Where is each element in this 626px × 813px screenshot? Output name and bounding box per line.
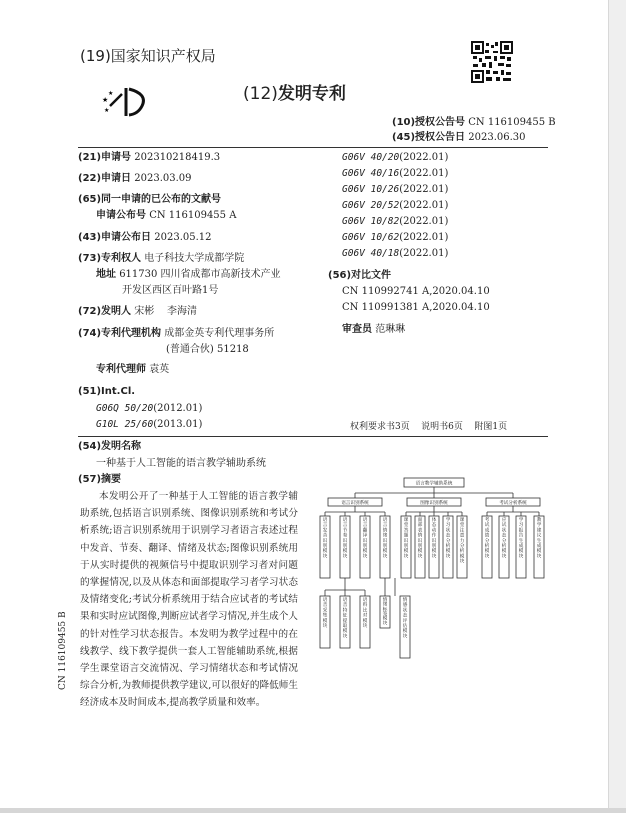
class-version: (2022.01) — [399, 168, 449, 179]
figure-module-char: 块 — [403, 554, 409, 560]
app-no-row — [78, 152, 220, 164]
figure-module-char: 力 — [459, 538, 465, 544]
figure-module-char: 分 — [484, 538, 490, 544]
figure-submodule-char: 模 — [362, 618, 368, 624]
figure-module-char: 识 — [342, 538, 348, 544]
figure-module-char: 块 — [431, 554, 437, 560]
figure-module-char: 动 — [431, 528, 437, 534]
class-version: (2022.01) — [399, 216, 449, 227]
grant-pub-no: CN 116109455 B — [468, 117, 556, 128]
examiner-row — [342, 324, 405, 336]
figure-module-char: 体 — [431, 518, 437, 523]
figure-submodule-char: 评 — [402, 618, 408, 624]
intcl-version: (2013.01) — [153, 419, 203, 430]
figure-module-char: 答 — [403, 528, 409, 534]
inventors-label: (72)发明人 — [78, 306, 132, 317]
class-version: (2022.01) — [399, 200, 449, 211]
figure-module-char: 别 — [403, 544, 409, 549]
figure-module-char: 模 — [417, 549, 423, 555]
figure-submodule-char: 模 — [402, 629, 408, 635]
figure-module-char: 绩 — [484, 533, 490, 539]
figure-module-char: 绪 — [382, 533, 388, 539]
figure-module-char: 别 — [382, 544, 388, 549]
address-line-2: 开发区西区百叶路1号 — [122, 285, 219, 296]
citation: CN 110992741 A,2020.04.10 — [342, 286, 490, 297]
figure-submodule-char: 语 — [322, 598, 328, 603]
figure-module-char: 模 — [445, 549, 451, 555]
figure-module-char: 模 — [518, 549, 524, 555]
figure-module-char: 考 — [484, 518, 490, 523]
figure-submodule-char: 模 — [342, 629, 348, 635]
figure-module-char: 发 — [322, 528, 328, 534]
address-row — [96, 269, 281, 281]
class-item — [342, 168, 448, 180]
figure-module-char: 析 — [484, 544, 490, 549]
class-code: G06V 20/52 — [342, 200, 400, 211]
figure-module-char: 模 — [362, 549, 368, 555]
figure-module-char: 教 — [536, 518, 542, 523]
figure-submodule-char: 提 — [342, 618, 348, 624]
figure-module-char: 模 — [484, 549, 490, 555]
figure-module-char: 言 — [382, 523, 388, 529]
figure-module-char: 模 — [459, 554, 465, 560]
figure-submodule-char: 特 — [342, 608, 348, 614]
figure-module-char: 报 — [518, 528, 524, 534]
figure-module-char: 别 — [362, 544, 368, 549]
figure-module-char: 模 — [342, 549, 348, 555]
figure-module-char: 题 — [403, 533, 409, 539]
figure-submodule-char: 感 — [402, 603, 408, 609]
intcl-version: (2012.01) — [153, 403, 203, 414]
figure-submodule-char: 料 — [362, 603, 368, 609]
agent-label: 专利代理师 — [96, 364, 146, 375]
figure-module-char: 态 — [501, 533, 507, 539]
figure-module-char: 应 — [501, 518, 507, 523]
app-date-label: (22)申请日 — [78, 173, 132, 184]
invention-title: 一种基于人工智能的语言教学辅助系统 — [96, 458, 266, 469]
app-date: 2023.03.09 — [134, 173, 192, 184]
figure-module-char: 学 — [518, 518, 524, 523]
class-item — [342, 216, 448, 228]
figure-submodule-char: 标 — [382, 607, 388, 613]
invention-title-label: (54)发明名称 — [78, 441, 142, 452]
doc-type: 发明专利 — [277, 84, 346, 104]
figure-module-char: 奏 — [342, 533, 348, 539]
figure-submodule-char: 语 — [342, 598, 348, 603]
svg-text:★: ★ — [102, 96, 109, 104]
figure-submodule-char: 取 — [342, 624, 348, 629]
figure-module-char: 块 — [342, 554, 348, 560]
agent-row — [96, 364, 169, 376]
figure-module-char: 生 — [518, 538, 524, 544]
app-pub-date-label: (43)申请公布日 — [78, 232, 152, 243]
figure-module-char: 块 — [417, 554, 423, 560]
figure-submodule-char: 情 — [402, 598, 408, 603]
figure-module-char: 言 — [342, 523, 348, 529]
inventors: 宋彬 李海清 — [134, 306, 197, 317]
figure-module-char: 析 — [445, 544, 451, 549]
figure-module-char: 成 — [518, 544, 524, 549]
citation: CN 110991381 A,2020.04.10 — [342, 302, 490, 313]
cnipa-logo — [100, 84, 152, 120]
examiner: 范琳琳 — [375, 324, 406, 335]
figure-module-char: 翻 — [362, 528, 368, 534]
class-item — [342, 232, 448, 244]
figure-submodule-char: 音 — [322, 603, 328, 609]
address-line-1: 611730 四川省成都市高新技术产业 — [119, 269, 281, 280]
figure-module-char: 言 — [362, 523, 368, 529]
class-version: (2022.01) — [399, 232, 449, 243]
figure-module-char: 模 — [382, 549, 388, 555]
page-counts: 权利要求书3页 说明书6页 附图1页 — [350, 422, 508, 432]
class-code: G06V 40/20 — [342, 152, 400, 163]
figure-module-char: 块 — [518, 554, 524, 560]
svg-text:★: ★ — [104, 107, 110, 114]
class-item — [342, 200, 448, 212]
class-code: G06V 10/82 — [342, 216, 400, 227]
figure-module-char: 情 — [382, 528, 388, 534]
figure-module-char: 语 — [382, 518, 388, 523]
document-type — [243, 84, 346, 104]
intcl-item — [96, 403, 202, 415]
office-code: (19) — [80, 47, 111, 65]
figure-module-char: 试 — [501, 523, 507, 529]
abstract-figure — [316, 476, 548, 676]
citations-label: (56)对比文件 — [328, 270, 392, 281]
intcl-code: G06Q 50/20 — [96, 403, 154, 414]
app-no: 202310218419.3 — [134, 152, 221, 163]
figure-module-char: 面 — [417, 518, 423, 523]
examiner-label: 审查员 — [342, 324, 372, 335]
figure-module-char: 课 — [403, 518, 409, 523]
abstract-label: (57)摘要 — [78, 474, 122, 485]
figure-module-char: 状 — [445, 528, 451, 534]
figure-module-char: 言 — [322, 523, 328, 529]
class-version: (2022.01) — [399, 184, 449, 195]
class-item — [342, 184, 448, 196]
grant-pub-date-label: (45)授权公告日 — [392, 132, 466, 143]
figure-module-char: 析 — [501, 544, 507, 549]
agency-row — [78, 328, 274, 340]
figure-module-char: 表 — [417, 528, 423, 534]
figure-module-char: 分 — [501, 538, 507, 544]
figure-submodule-char: 态 — [402, 613, 408, 619]
figure-root-label: 语言教学辅助系统 — [415, 481, 453, 487]
figure-module-char: 堂 — [459, 523, 465, 529]
app-pub-no-label: 申请公布号 — [96, 210, 146, 221]
figure-module-char: 块 — [536, 554, 542, 560]
office-header — [80, 47, 216, 65]
figure-group-label: 图像识别系统 — [420, 500, 448, 506]
figure-module-char: 模 — [322, 549, 328, 555]
figure-submodule-char: 模 — [322, 618, 328, 624]
address-label: 地址 — [96, 269, 116, 280]
viewer-scrollbar[interactable] — [608, 0, 626, 813]
figure-module-char: 音 — [322, 533, 328, 539]
figure-module-char: 试 — [484, 523, 490, 529]
figure-submodule-char: 块 — [322, 624, 328, 629]
figure-module-char: 块 — [382, 554, 388, 560]
inventors-row — [78, 306, 197, 318]
figure-module-char: 作 — [431, 533, 437, 539]
figure-submodule-char: 采 — [322, 608, 328, 614]
figure-module-char: 成 — [484, 528, 490, 534]
app-pub-no: CN 116109455 A — [149, 210, 237, 221]
patentee-label: (73)专利权人 — [78, 253, 142, 264]
figure-submodule-char: 块 — [362, 624, 368, 629]
figure-module-char: 习 — [445, 523, 451, 529]
figure-module-char: 块 — [459, 559, 465, 565]
class-code: G06V 40/16 — [342, 168, 400, 179]
figure-module-char: 课 — [459, 518, 465, 523]
figure-module-char: 生 — [536, 538, 542, 544]
figure-module-char: 别 — [417, 544, 423, 549]
figure-module-char: 析 — [459, 549, 465, 555]
app-pub-date: 2023.05.12 — [154, 232, 212, 243]
intcl-label: (51)Int.Cl. — [78, 386, 136, 397]
figure-module-char: 学 — [445, 518, 451, 523]
figure-submodule-char: 对 — [362, 613, 368, 619]
agency-label: (74)专利代理机构 — [78, 328, 162, 339]
agency-line-1: 成都金英专利代理事务所 — [164, 328, 275, 339]
figure-module-char: 语 — [342, 518, 348, 523]
patentee-row — [78, 253, 244, 265]
figure-group-label: 语言识别系统 — [341, 500, 369, 506]
patentee: 电子科技大学成都学院 — [144, 253, 245, 264]
figure-module-char: 模 — [501, 549, 507, 555]
figure-module-char: 块 — [322, 554, 328, 560]
figure-module-char: 分 — [445, 538, 451, 544]
figure-submodule-char: 语 — [362, 598, 368, 603]
figure-module-char: 分 — [459, 544, 465, 549]
figure-module-char: 模 — [403, 549, 409, 555]
figure-submodule-char: 块 — [402, 634, 408, 640]
class-code: G06V 40/18 — [342, 248, 400, 259]
intcl-code: G10L 25/60 — [96, 419, 154, 430]
figure-module-char: 节 — [342, 528, 348, 534]
class-code: G06V 10/26 — [342, 184, 400, 195]
figure-module-char: 语 — [362, 518, 368, 523]
figure-module-char: 注 — [459, 528, 465, 534]
figure-module-char: 语 — [322, 518, 328, 523]
figure-module-char: 议 — [536, 533, 542, 539]
grant-pub-date-row — [392, 132, 526, 144]
biblio-divider — [78, 436, 548, 437]
figure-submodule-char: 块 — [342, 634, 348, 640]
figure-submodule-char: 集 — [322, 613, 328, 619]
app-no-label: (21)申请号 — [78, 152, 132, 163]
app-date-row — [78, 173, 192, 185]
figure-module-char: 态 — [431, 523, 437, 529]
intcl-item — [96, 419, 202, 431]
abstract-text: 本发明公开了一种基于人工智能的语言教学辅助系统,包括语言识别系统、图像识别系统和考试分析系统;语言识别系统用于识别学习者语言表述过程中发音、节奏、翻译、情绪及状态;图像识别系统用于从实时提供的视频信号中提取识别学习者对问题的掌握情况,以及从体态和面部提取学习者学习状态及情绪变化;考试分析系统用于结合应试者的考试结果和实时应试图像,判断应试者学习情况,并生成个人的针对性学习状态报告。本发明为教学过程中的在线教学、线下教学提供一套人工智能辅助系统,根据学生课堂语言交流情况、学习情绪状态和考试情况综合分析,为教师提供教学建议,可以很好的降低师生经济成本及时间成本,提高教学质量和效率。 — [80, 491, 298, 709]
figure-module-char: 识 — [403, 538, 409, 544]
viewer-bottom-edge — [0, 808, 626, 813]
figure-module-char: 态 — [445, 533, 451, 539]
figure-module-char: 块 — [362, 554, 368, 560]
figure-module-char: 建 — [536, 528, 542, 534]
grant-pub-no-label: (10)授权公告号 — [392, 117, 466, 128]
class-version: (2022.01) — [399, 248, 449, 259]
figure-module-char: 状 — [501, 528, 507, 534]
svg-text:★: ★ — [108, 90, 114, 97]
header-divider — [78, 147, 548, 148]
class-code: G06V 10/62 — [342, 232, 400, 243]
figure-module-char: 识 — [322, 538, 328, 544]
figure-module-char: 学 — [536, 523, 542, 529]
figure-module-char: 成 — [536, 544, 542, 549]
figure-module-char: 译 — [362, 533, 368, 539]
figure-submodule-char: 绪 — [382, 602, 388, 608]
office-name: 国家知识产权局 — [110, 47, 216, 65]
figure-submodule-char: 状 — [402, 608, 408, 614]
qr-code-icon — [471, 41, 513, 83]
figure-module-char: 块 — [445, 554, 451, 560]
app-pub-no-row — [96, 210, 236, 222]
figure-module-char: 模 — [536, 549, 542, 555]
figure-module-char: 别 — [322, 544, 328, 549]
figure-module-char: 意 — [459, 533, 465, 539]
doc-type-code: (12) — [243, 84, 278, 104]
figure-module-char: 告 — [518, 533, 524, 539]
figure-submodule-char: 模 — [382, 616, 388, 622]
figure-module-char: 情 — [417, 533, 423, 539]
figure-submodule-char: 音 — [342, 603, 348, 609]
figure-module-char: 堂 — [403, 523, 409, 529]
figure-submodule-char: 块 — [382, 621, 388, 627]
figure-submodule-char: 征 — [342, 613, 348, 619]
figure-group-label: 考试分析系统 — [499, 500, 527, 506]
figure-module-char: 习 — [518, 523, 524, 529]
figure-submodule-char: 比 — [362, 608, 368, 614]
figure-module-char: 部 — [417, 523, 423, 529]
figure-submodule-char: 情 — [382, 598, 388, 603]
figure-module-char: 识 — [431, 538, 437, 544]
figure-module-char: 别 — [342, 544, 348, 549]
grant-pub-no-row — [392, 117, 556, 129]
figure-submodule-char: 估 — [402, 624, 408, 629]
figure-module-char: 识 — [382, 538, 388, 544]
figure-module-char: 别 — [431, 544, 437, 549]
figure-submodule-char: 签 — [382, 612, 388, 617]
figure-module-char: 模 — [431, 549, 437, 555]
class-item — [342, 152, 448, 164]
agency-line-2: (普通合伙) 51218 — [166, 344, 249, 355]
app-pub-date-row — [78, 232, 212, 244]
figure-module-char: 块 — [484, 554, 490, 560]
prior-pub-label: (65)同一申请的已公布的文献号 — [78, 194, 222, 205]
figure-module-char: 识 — [417, 538, 423, 544]
figure-module-char: 识 — [362, 538, 368, 544]
agent: 袁英 — [149, 364, 170, 375]
figure-module-char: 块 — [501, 554, 507, 560]
side-publication-number: CN 116109455 B — [58, 611, 68, 690]
grant-pub-date: 2023.06.30 — [468, 132, 526, 143]
class-version: (2022.01) — [399, 152, 449, 163]
class-item — [342, 248, 448, 260]
